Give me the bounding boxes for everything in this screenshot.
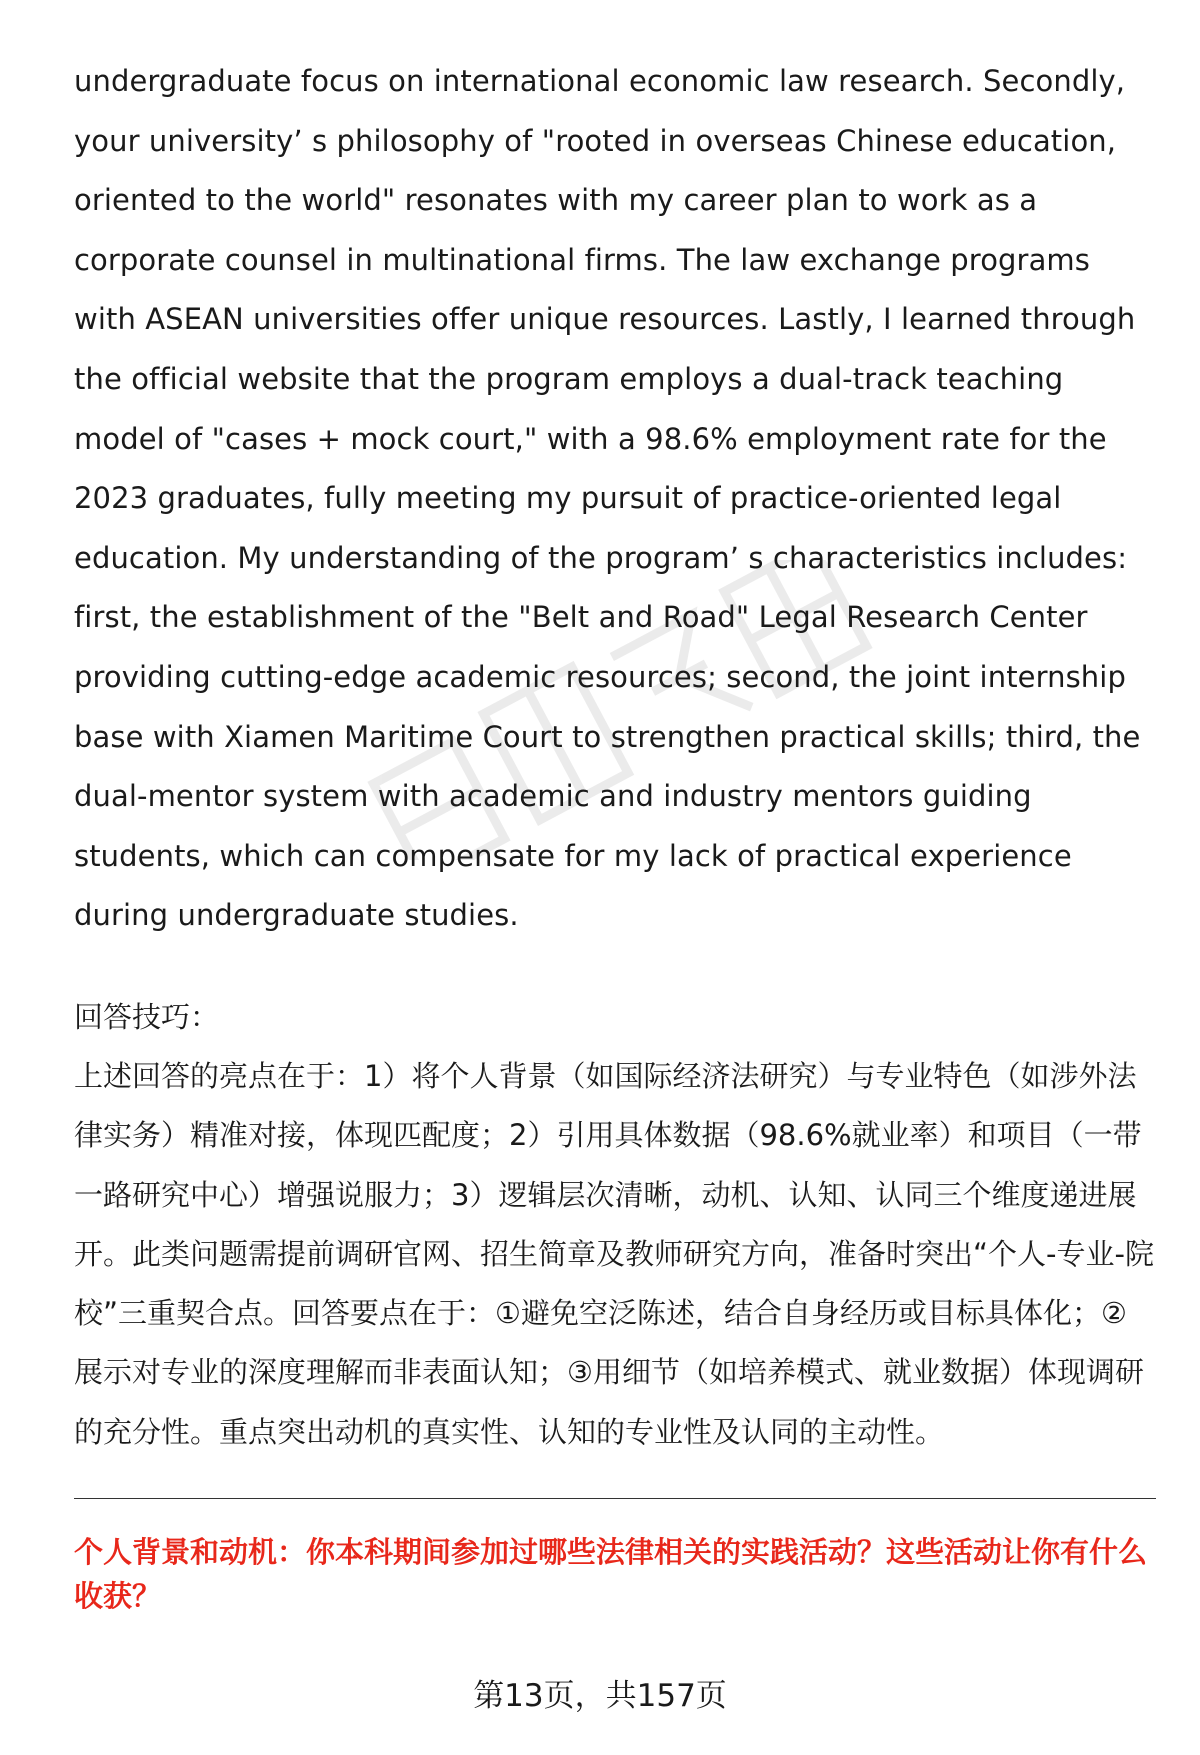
- next-question-heading: 个人背景和动机：你本科期间参加过哪些法律相关的实践活动？这些活动让你有什么收获？: [74, 1535, 1148, 1613]
- page-footer: 第13页，共157页: [473, 1678, 727, 1714]
- document-content: [74, 52, 1154, 1462]
- answer-tips-section: [74, 988, 1154, 1462]
- section-divider: [74, 1498, 1156, 1499]
- tips-body: 上述回答的亮点在于：1）将个人背景（如国际经济法研究）与专业特色（如涉外法律实务）精准对接，体现匹配度；2）引用具体数据（98.6%就业率）和项目（一带一路研究中心）增强说服力；3）逻辑层次清晰，动机、认知、认同三个维度递进展开。此类问题需提前调研官网、招生简章及教师研究方向，准备时突出“个人-专业-院校”三重契合点。回答要点在于：①避免空泛陈述，结合自身经历或目标具体化；②展示对专业的深度理解而非表面认知；③用细节（如培养模式、就业数据）体现调研的充分性。重点突出动机的真实性、认知的专业性及认同的主动性。: [74, 1058, 1154, 1449]
- answer-english-paragraph: undergraduate focus on international economic law research. Secondly, your university’ s philosophy of "rooted in overseas Chinese education, oriented to the world" resonates with my career plan to work as a corporate counsel in multinational firms. The law exchange programs with ASEAN universities offer unique resources. Lastly, I learned through the official website that the program employs a dual-track teaching model of "cases + mock court," with a 98.6% employment rate for the 2023 graduates, fully meeting my pursuit of practice-oriented legal education. My understanding of the program’ s characteristics includes: first, the establishment of the "Belt and Road" Legal Research Center providing cutting-edge academic resources; second, the joint internship base with Xiamen Maritime Court to strengthen practical skills; third, the dual-mentor system with academic and industry mentors guiding students, which can compensate for my lack of practical experience during undergraduate studies.: [74, 64, 1141, 933]
- tips-heading: 回答技巧：: [74, 999, 220, 1034]
